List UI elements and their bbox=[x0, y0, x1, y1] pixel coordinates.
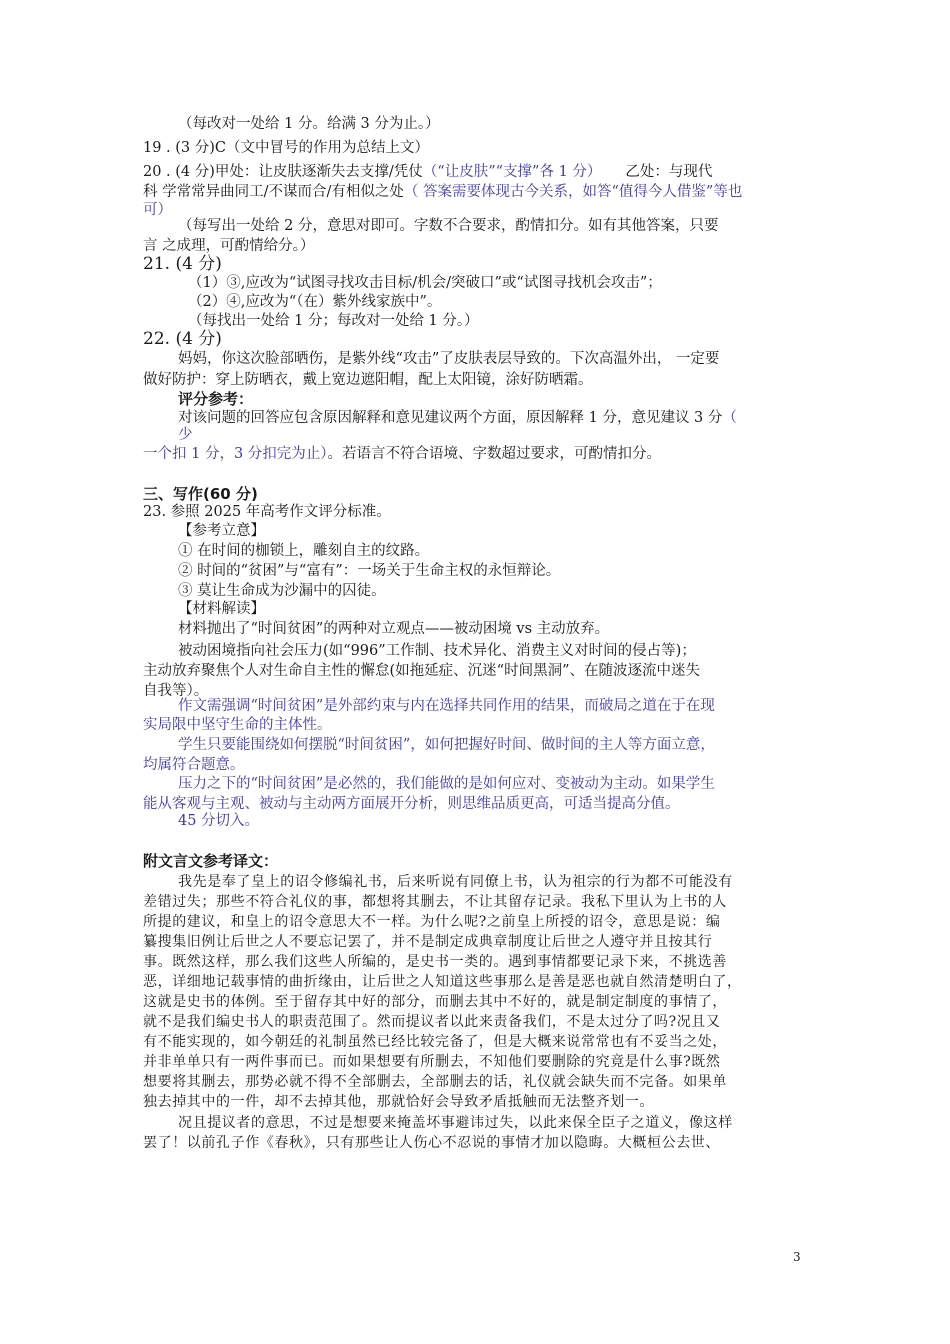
translation-line: 有不能实现的，如今朝廷的礼制虽然已经比较完备了，但是大概来说常常也有不妥当之处， bbox=[143, 1034, 727, 1050]
translation-line: 这就是史书的体例。至于留存其中好的部分，而删去其中不好的，就是制定制度的事情了， bbox=[143, 994, 727, 1010]
material-analysis-1: 材料抛出了“时间贫困”的两种对立观点——被动困境 vs 主动放弃。 bbox=[178, 621, 610, 637]
q22-answer-line-2: 做好防护：穿上防晒衣，戴上宽边遮阳帽，配上太阳镜，涂好防晒霜。 bbox=[143, 372, 593, 388]
starting-score-note: 45 分切入。 bbox=[178, 813, 260, 829]
q20-line-2 bbox=[143, 182, 742, 202]
material-analysis-2-line-1: 被动困境指向社会压力(如“996”工作制、技术异化、消费主义对时间的侵占等)； bbox=[178, 643, 696, 659]
q21-item-1: （1）③,应改为“试图寻找攻击目标/机会/突破口”或“试图寻找机会攻击”； bbox=[188, 275, 662, 291]
writing-guidance-3-line-1: 压力之下的“时间贫困”是必然的，我们能做的是如何应对、变被动为主动。如果学生 bbox=[178, 776, 715, 792]
writing-guidance-1-line-2: 实局限中坚守生命的主体性。 bbox=[143, 717, 332, 733]
translation-line: 事。既然这样，那么我们这些人所编的，是史书一类的。遇到事情都要记录下来，不挑选善 bbox=[143, 954, 727, 970]
q21-item-2: （2）④,应改为“（在）紫外线家族中”。 bbox=[188, 294, 442, 310]
q20-answer-part-b: 乙处：与现代 bbox=[625, 164, 713, 180]
translation-line: 恶，详细地记载事情的曲折缘由，让后世之人知道这些事那么是善是恶也就自然清楚明白了， bbox=[143, 974, 742, 990]
q22-scoring-line-3 bbox=[143, 444, 661, 464]
q20-scoring-note-2: 言 之成理，可酌情给分。） bbox=[143, 238, 315, 254]
q20-score-hint: （“让皮肤”“支撑”各 1 分） bbox=[422, 164, 602, 180]
translation-line: 差错过失；那些不符合礼仪的事，都想将其删去，不让其留存记录。我私下里认为上书的人 bbox=[143, 894, 727, 910]
q18-scoring-note: （每改对一处给 1 分。给满 3 分为止。） bbox=[178, 116, 440, 132]
q20-scoring-note-1: （每写出一处给 2 分，意思对即可。字数不合要求，酌情扣分。如有其他答案，只要 bbox=[178, 218, 719, 234]
q21-scoring-note: （每找出一处给 1 分；每改对一处给 1 分。） bbox=[188, 313, 479, 329]
q21-title: 21. (4 分) bbox=[143, 254, 222, 274]
q20-line-3: 可） bbox=[143, 202, 172, 218]
translation-line: 纂搜集旧例让后世之人不要忘记罢了，并不是制定成典章制度让后世之人遵守并且按其行 bbox=[143, 934, 713, 950]
writing-guidance-1-line-1: 作文需强调“时间贫困”是外部约束与内在选择共同作用的结果，而破局之道在于在现 bbox=[178, 698, 715, 714]
translation-line: 独去掉其中的一件，却不去掉其他，那就恰好会导致矛盾抵触而无法整齐划一。 bbox=[143, 1094, 654, 1110]
reference-idea-3: ③ 莫让生命成为沙漏中的囚徒。 bbox=[178, 583, 386, 599]
q23-standard: 23. 参照 2025 年高考作文评分标准。 bbox=[143, 504, 391, 520]
translation-line: 并非单单只有一两件事而已。而如果想要有所删去，不知他们要删除的究竟是什么事?既然 bbox=[143, 1054, 721, 1070]
q19-answer: 19 . (3 分)C（文中冒号的作用为总结上文） bbox=[143, 140, 430, 156]
q22-deduction-rule: 一个扣 1 分，3 分扣完为止） bbox=[143, 446, 328, 462]
q22-title: 22. (4 分) bbox=[143, 329, 222, 349]
translation-line: 我先是奉了皇上的诏令修编礼书，后来听说有同僚上书，认为祖宗的行为都不可能没有 bbox=[178, 874, 733, 890]
q22-scoring-title: 评分参考： bbox=[178, 390, 254, 408]
translation-title: 附文言文参考译文： bbox=[143, 852, 279, 870]
q22-answer-line-1: 妈妈，你这次脸部晒伤，是紫外线“攻击”了皮肤表层导致的。下次高温外出， 一定要 bbox=[178, 351, 720, 367]
material-analysis-2-line-2: 主动放弃聚焦个人对生命自主性的懈怠(如拖延症、沉迷“时间黑洞”、在随波逐流中迷失 bbox=[143, 663, 700, 679]
translation-line: 想要将其删去，那势必就不得不全部删去，全部删去的话，礼仪就会缺失而不完备。如果单 bbox=[143, 1074, 727, 1090]
reference-idea-2: ② 时间的“贫困”与“富有”：一场关于生命主权的永恒辩论。 bbox=[178, 563, 561, 579]
reference-ideas-title: 【参考立意】 bbox=[178, 523, 265, 539]
translation-line: 罢了！以前孔子作《春秋》，只有那些让人伤心不忍说的事情才加以隐晦。大概桓公去世、 bbox=[143, 1135, 720, 1151]
q22-scoring-line-2: 少 bbox=[178, 427, 193, 443]
q22-scoring-text: 对该问题的回答应包含原因解释和意见建议两个方面，原因解释 1 分，意见建议 3 分 bbox=[178, 410, 723, 426]
translation-line: 况且提议者的意思，不过是想要来掩盖坏事避讳过失，以此来保全臣子之道义，像这样 bbox=[178, 1115, 733, 1131]
section-3-title: 三、写作(60 分) bbox=[143, 485, 258, 503]
reference-idea-1: ① 在时间的枷锁上，雕刻自主的纹路。 bbox=[178, 543, 430, 559]
q20-answer-part-a: 20 . (4 分)甲处：让皮肤逐渐失去支撑/凭仗 bbox=[143, 164, 423, 180]
q20-line-1 bbox=[143, 162, 712, 182]
q22-scoring-bracket: （ bbox=[722, 410, 737, 426]
q20-answer-part-c: 科 学常常异曲同工/不谋而合/有相似之处 bbox=[143, 184, 404, 200]
q22-language-rule: 。若语言不符合语境、字数超过要求，可酌情扣分。 bbox=[327, 446, 662, 462]
q22-scoring-line-1 bbox=[178, 408, 737, 428]
writing-guidance-2-line-2: 均属符合题意。 bbox=[143, 757, 245, 773]
page-number: 3 bbox=[793, 1250, 801, 1264]
translation-line: 所提的建议，和皇上的诏令意思大不一样。为什么呢?之前皇上所授的诏令，意思是说：编 bbox=[143, 914, 721, 930]
translation-line: 就不是我们编史书人的职责范围了。然而提议者以此来责备我们，不是太过分了吗?况且又 bbox=[143, 1014, 721, 1030]
writing-guidance-2-line-1: 学生只要能围绕如何摆脱“时间贫困”，如何把握好时间、做时间的主人等方面立意， bbox=[178, 737, 715, 753]
writing-guidance-3-line-2: 能从客观与主观、被动与主动两方面展开分析，则思维品质更高，可适当提高分值。 bbox=[143, 796, 680, 812]
material-analysis-title: 【材料解读】 bbox=[178, 601, 265, 617]
material-analysis-2-line-3: 自我等）。 bbox=[143, 683, 209, 699]
q20-answer-requirement: （ 答案需要体现古今关系，如答“值得今人借鉴”等也 bbox=[403, 184, 743, 200]
